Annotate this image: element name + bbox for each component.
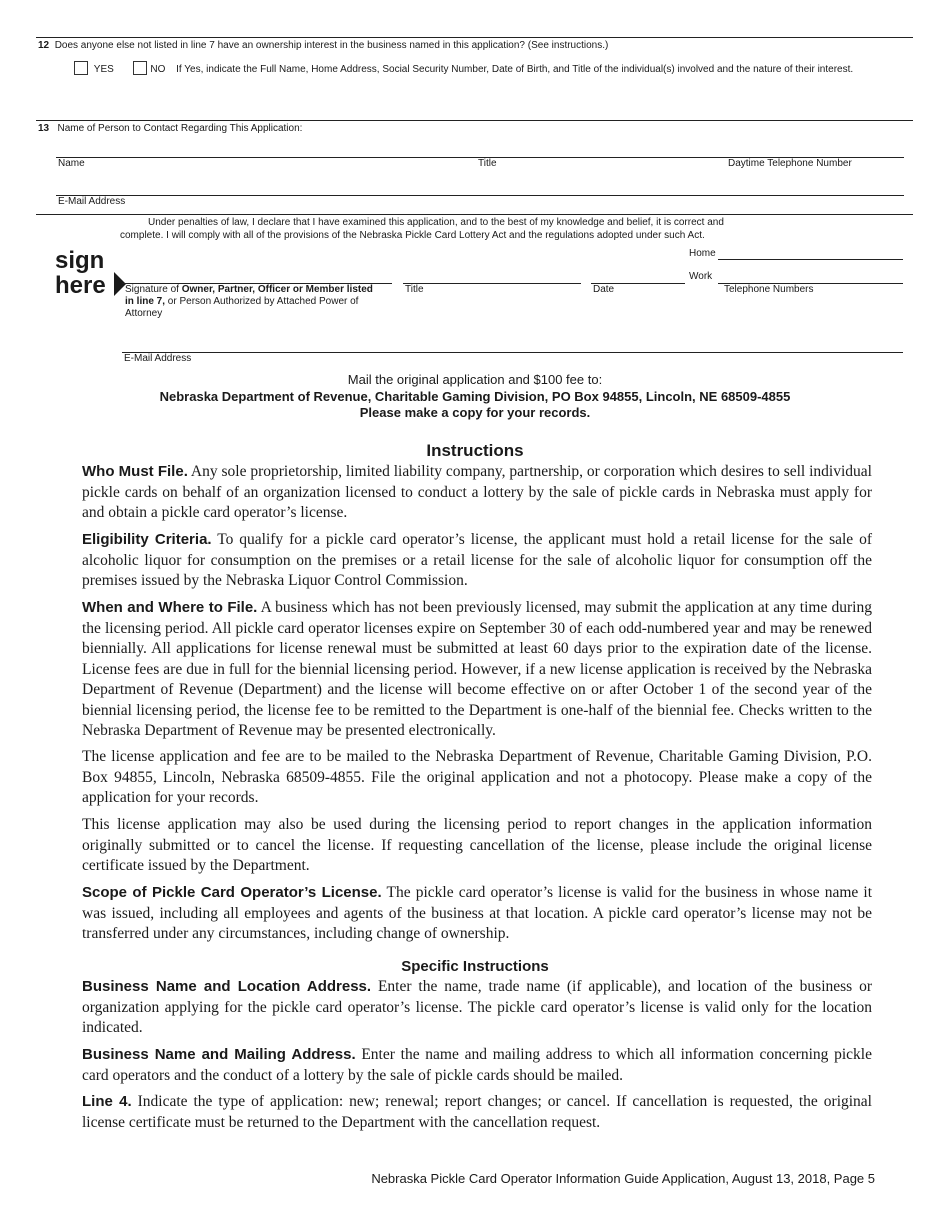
mail-line-1: Mail the original application and $100 fee to: (347, 372, 603, 387)
signer-email-label: E-Mail Address (124, 353, 192, 364)
telephone-numbers-label: Telephone Numbers (724, 284, 814, 295)
mail-line-3: Please make a copy for your records. (359, 405, 591, 420)
signature-caption (125, 284, 375, 320)
mail-block (0, 372, 950, 422)
when-where-heading: When and Where to File. (82, 599, 258, 616)
line12-note: If Yes, indicate the Full Name, Home Address, Social Security Number, Date of Birth, and Title of the individual(s) involved and the nature of their interest. (176, 64, 854, 75)
line13-top-rule (36, 120, 913, 121)
scope-paragraph (82, 883, 872, 945)
mailing-instructions-paragraph: The license application and fee are to be mailed to the Nebraska Department of Revenue, Charitable Gaming Division, P.O. Box 94855, Lincoln, Nebraska 68509-4855. File the original application and not a photocopy. Please make a copy of the application for your records. (82, 748, 872, 806)
instructions-heading: Instructions (426, 441, 524, 460)
declaration-line-2: complete. I will comply with all of the provisions of the Nebraska Pickle Card Lottery Act and the regulations adopted under such Act. (120, 230, 705, 241)
signature-caption-bold-1: Owner, Partner, Officer or Member (181, 284, 344, 295)
no-checkbox[interactable] (133, 61, 147, 75)
page-footer: Nebraska Pickle Card Operator Information Guide Application, August 13, 2018, Page 5 (371, 1171, 875, 1186)
contact-name-label: Name (58, 158, 85, 169)
signature-caption-bold-2: listed in line 7, (125, 284, 373, 307)
who-must-file-heading: Who Must File. (82, 463, 188, 480)
line13-number: 13 (38, 123, 50, 134)
line13-label (38, 123, 302, 135)
line-4-text: Indicate the type of application: new; renewal; report changes; or cancel. If cancellation is requested, the original license certificate must be returned to the Department with the cancellation request. (82, 1093, 872, 1131)
line-4-paragraph (82, 1092, 872, 1133)
when-where-paragraph (82, 598, 872, 742)
contact-phone-label: Daytime Telephone Number (728, 158, 852, 169)
line-4-heading: Line 4. (82, 1093, 132, 1110)
mailing-address-heading: Business Name and Mailing Address. (82, 1046, 356, 1063)
line12-number: 12 (38, 40, 50, 51)
location-address-heading: Business Name and Location Address. (82, 978, 372, 995)
contact-title-label: Title (478, 158, 497, 169)
yes-label: YES (93, 64, 114, 75)
eligibility-text: To qualify for a pickle card operator’s license, the applicant must hold a retail license for the sale of alcoholic liquor for consumption on the premises or a retail license for the sale of alcoholic liquor for consumption off the premises issued by the Nebraska Liquor Control Commission. (82, 531, 872, 589)
line12-question (38, 40, 918, 52)
report-changes-paragraph: This license application may also be used during the licensing period to report changes in the application information originally submitted or to cancel the license. If requesting cancellation of the license, please include the original license certificate issued by the Department. (82, 816, 872, 874)
home-phone-field[interactable] (718, 259, 903, 260)
location-address-text: Enter the name, trade name (if applicable), and location of the business or organization applying for the pickle card operator’s license. The pickle card operator’s license is valid only for the location indicated. (82, 978, 872, 1036)
mailing-address-paragraph (82, 1045, 872, 1086)
eligibility-paragraph (82, 530, 872, 592)
scope-text: The pickle card operator’s license is valid for the business in whose name it was issued, including all employees and agents of the business at that location. A pickle card operator’s license may not be transferred under any circumstances, including change of ownership. (82, 884, 873, 942)
sign-word: sign (55, 247, 105, 274)
here-word: here (55, 272, 106, 299)
signer-title-field[interactable] (403, 283, 581, 284)
signature-caption-pre: Signature of (125, 284, 182, 295)
yes-checkbox[interactable] (74, 61, 88, 75)
mail-line-2: Nebraska Department of Revenue, Charitable Gaming Division, PO Box 94855, Lincoln, NE 68509-4855 (159, 388, 791, 404)
declaration-top-rule (36, 214, 913, 215)
eligibility-heading: Eligibility Criteria. (82, 531, 212, 548)
mailing-address-text: Enter the name and mailing address to which all information concerning pickle card operators and the conduct of a lottery by the sale of pickle cards should be mailed. (82, 1046, 872, 1084)
contact-email-rule (56, 195, 904, 196)
declaration-line-1: Under penalties of law, I declare that I have examined this application, and to the best of my knowledge and belief, it is correct and (148, 217, 724, 228)
signature-caption-post: or Person Authorized by Attached Power of Attorney (125, 296, 359, 319)
line12-options (74, 61, 934, 76)
sign-date-label: Date (593, 284, 615, 295)
work-phone-label: Work (689, 271, 713, 282)
location-address-paragraph (82, 977, 872, 1039)
signer-title-label: Title (405, 284, 424, 295)
when-where-text: A business which has not been previously licensed, may submit the application at any time during the licensing period. All pickle card operator licenses expire on September 30 of each odd-numbered year and may be renewed biennially. All applications for license renewal must be submitted at least 60 days prior to the expiration date of the license. License fees are due in full for the biennial licensing period. However, if a new license application is received by the Nebraska Department of Revenue (Department) and the license will become effective on or after October 1 of the second year of the biennial licensing period, the license fee to be remitted to the Department is one-half of the biennial fee. Checks written to the Nebraska Department of Revenue may be presented electronically. (82, 599, 872, 739)
no-label: NO (150, 64, 166, 75)
sign-here-label (55, 248, 106, 298)
home-phone-label: Home (689, 248, 716, 259)
specific-instructions-heading: Specific Instructions (401, 958, 549, 975)
line12-question-text: Does anyone else not listed in line 7 have an ownership interest in the business named in this application? (See instructions.) (54, 40, 609, 51)
line13-label-text: Name of Person to Contact Regarding This Application: (57, 123, 303, 134)
who-must-file-paragraph (82, 462, 872, 524)
signer-email-field[interactable] (122, 352, 903, 353)
who-must-file-text: Any sole proprietorship, limited liability company, partnership, or corporation which desires to sell individual pickle cards on behalf of an organization licensed to conduct a lottery by the sale of pickle cards in Nebraska must apply for and obtain a pickle card operator’s license. (82, 463, 872, 521)
scope-heading: Scope of Pickle Card Operator’s License. (82, 884, 382, 901)
contact-email-label: E-Mail Address (58, 196, 126, 207)
line12-top-rule (36, 37, 913, 38)
